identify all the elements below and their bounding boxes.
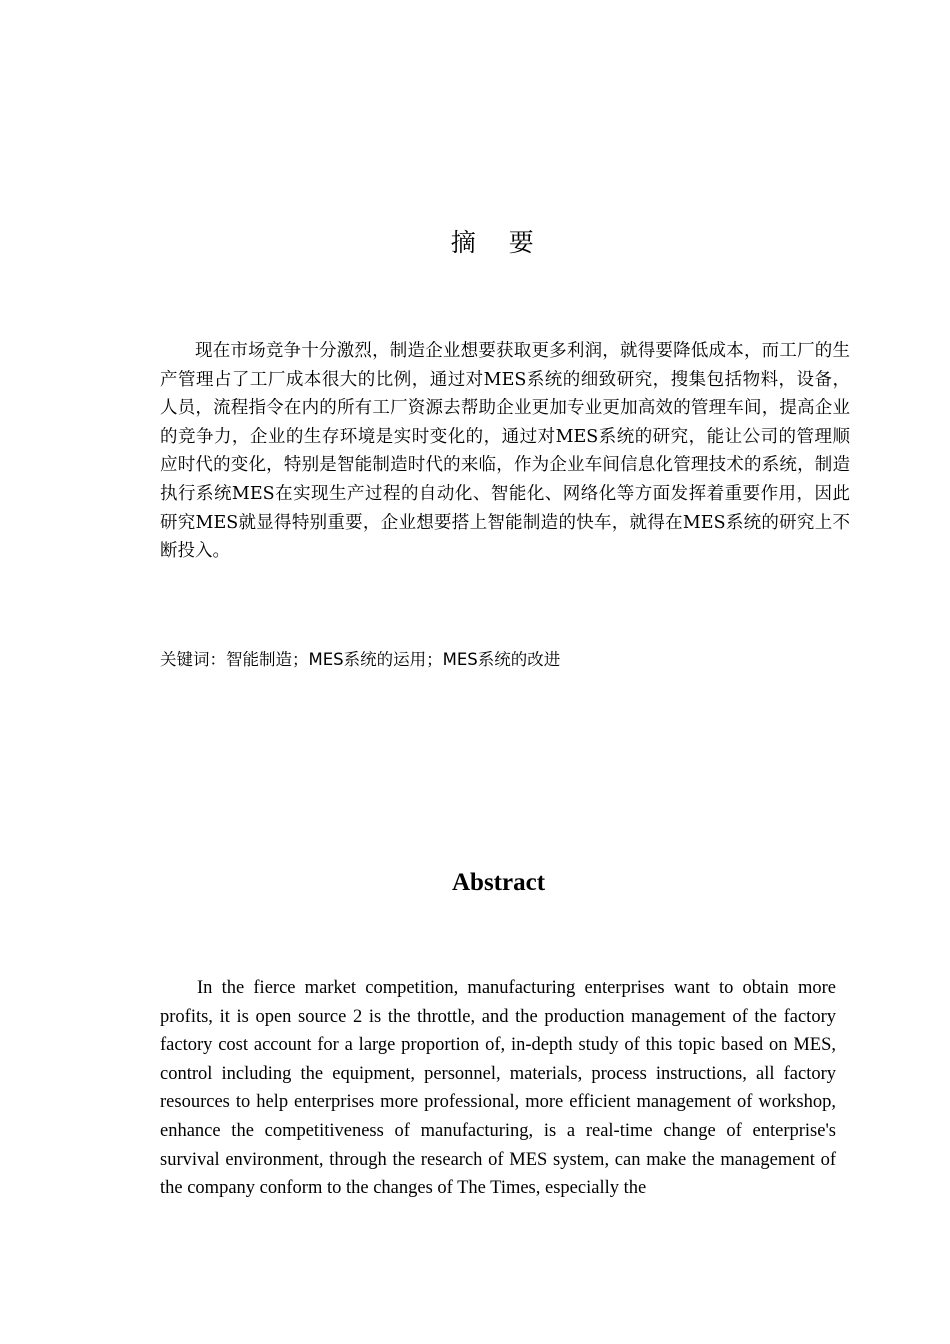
english-abstract-body: In the fierce market competition, manufacturing enterprises want to obtain more profits, it is open source 2 is the throttle, and the production management of the factory factory cost account for a large proportion of, in-depth study of this topic based on MES, control including the equipment, personnel, materials, process instructions, all factory resources to help enterprises more professional, more efficient management of workshop, enhance the competitiveness of manufacturing, is a real-time change of enterprise's survival environment, through the research of MES system, can make the management of the company conform to the changes of The Times, especially the [160, 978, 836, 1199]
chinese-abstract-body: 现在市场竞争十分激烈，制造企业想要获取更多利润，就得要降低成本，而工厂的生产管理占了工厂成本很大的比例，通过对MES系统的细致研究，搜集包括物料，设备，人员，流程指令在内的所有工厂资源去帮助企业更加专业更加高效的管理车间，提高企业的竞争力，企业的生存环境是实时变化的，通过对MES系统的研究，能让公司的管理顺应时代的变化，特别是智能制造时代的来临，作为企业车间信息化管理技术的系统，制造执行系统MES在实现生产过程的自动化、智能化、网络化等方面发挥着重要作用，因此研究MES就显得特别重要，企业想要搭上智能制造的快车，就得在MES系统的研究上不断投入。 [160, 341, 850, 562]
chinese-keywords: 关键词：智能制造；MES系统的运用；MES系统的改进 [160, 650, 561, 669]
chinese-abstract-title: 摘 要 [450, 228, 547, 257]
english-abstract-title: Abstract [451, 869, 546, 896]
